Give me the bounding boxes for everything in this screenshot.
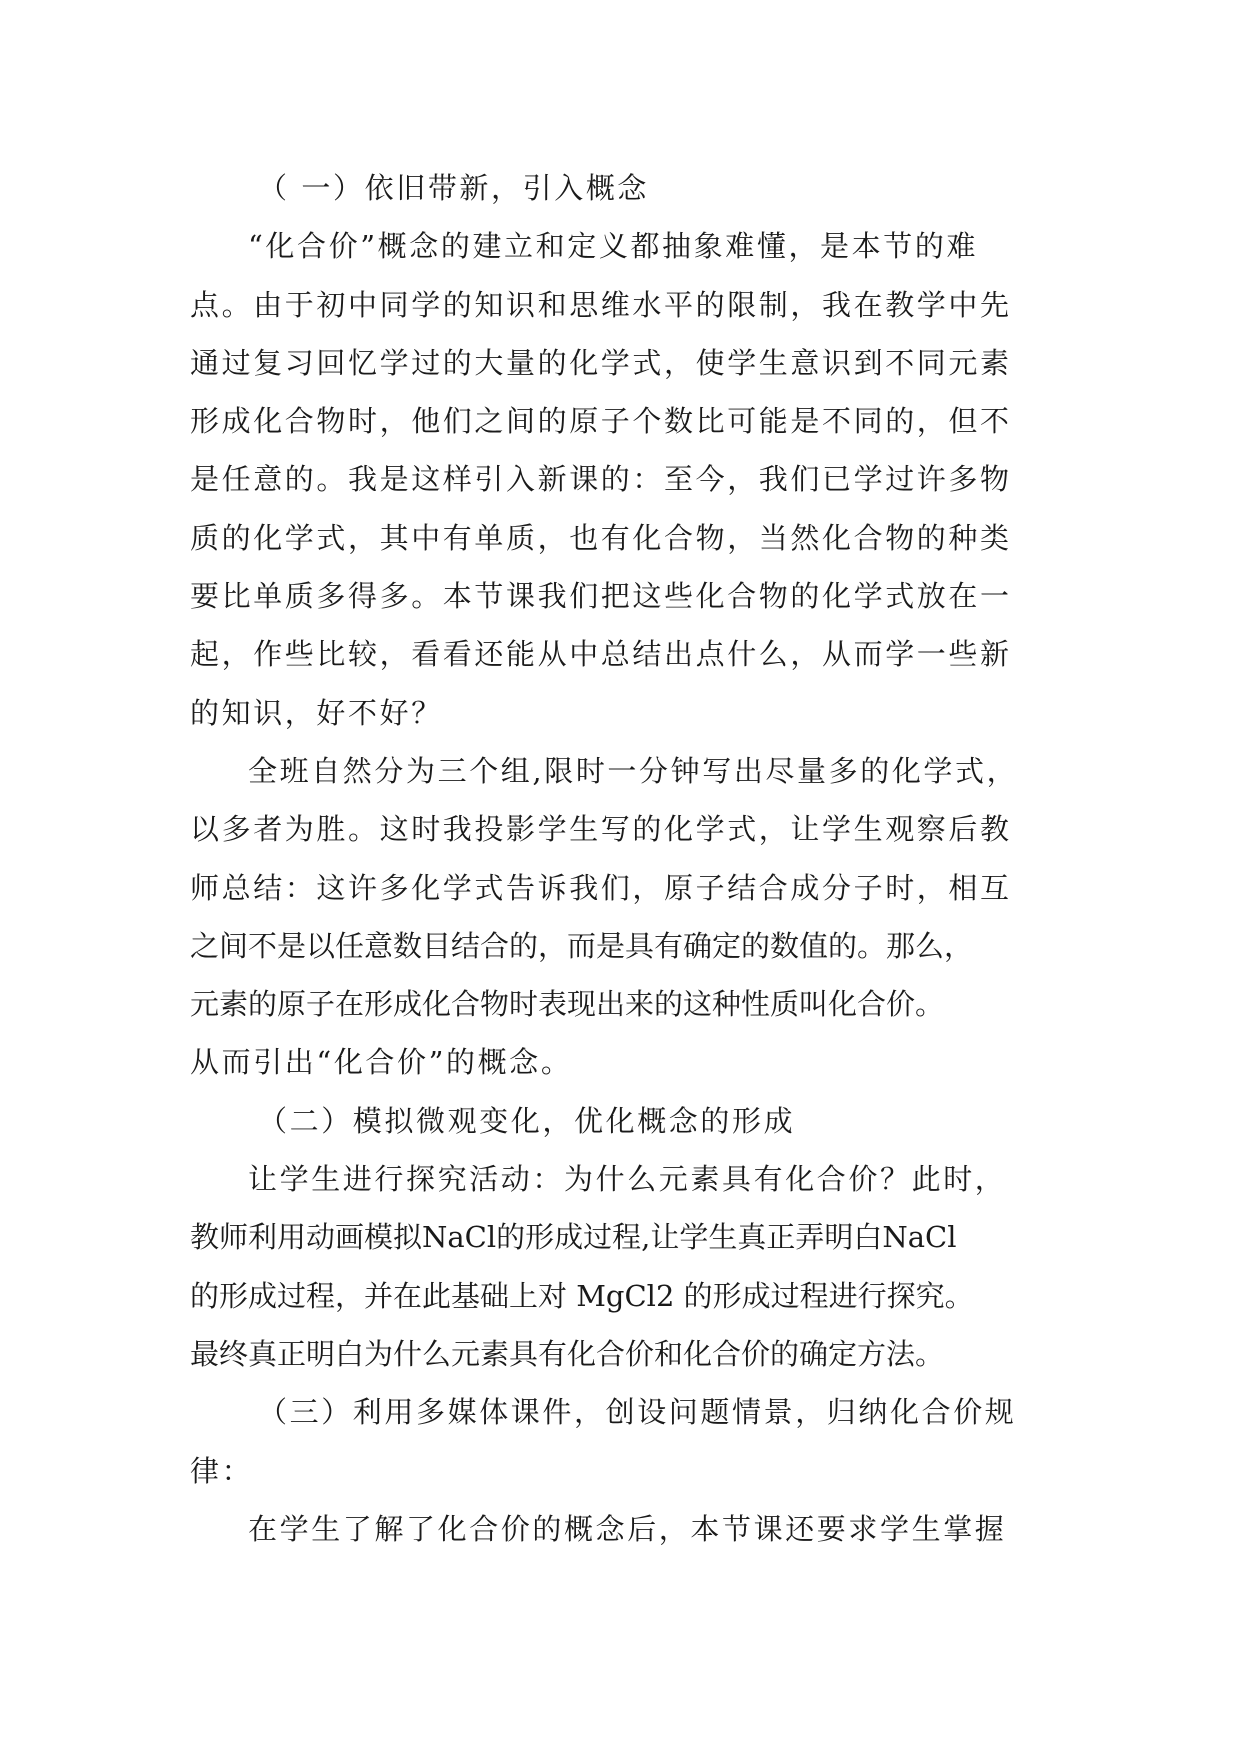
paragraph-line: 之间不是以任意数目结合的，而是具有确定的数值的。那么， [190,928,974,963]
section-heading-1: （ 一）依旧带新，引入概念 [258,171,650,205]
paragraph-line: 通过复习回忆学过的大量的化学式，使学生意识到不同元素 [190,345,1012,380]
paragraph-line: 元素的原子在形成化合物时表现出来的这种性质叫化合价。 [190,987,945,1022]
paragraph-line: 教师利用动画模拟NaCl的形成过程,让学生真正弄明白NaCl [190,1220,957,1255]
paragraph-line: 质的化学式，其中有单质，也有化合物，当然化合物的种类 [190,520,1012,555]
paragraph-line: “化合价”概念的建立和定义都抽象难懂，是本节的难 [248,229,979,264]
paragraph-line: 师总结：这许多化学式告诉我们，原子结合成分子时，相互 [190,870,1012,905]
paragraph-line: 是任意的。我是这样引入新课的：至今，我们已学过许多物 [190,462,1012,497]
paragraph-line: 全班自然分为三个组,限时一分钟写出尽量多的化学式， [248,753,1019,788]
paragraph-line: 让学生进行探究活动：为什么元素具有化合价？此时， [248,1162,1007,1197]
section-heading-2: （二）模拟微观变化，优化概念的形成 [258,1103,796,1138]
paragraph-line: 律： [190,1453,254,1488]
paragraph-line: 在学生了解了化合价的概念后，本节课还要求学生掌握 [248,1511,1007,1546]
section-heading-3: （三）利用多媒体课件，创设问题情景，归纳化合价规 [258,1395,1017,1430]
paragraph-line: 的形成过程，并在此基础上对 MgCl2 的形成过程进行探究。 [190,1278,974,1313]
paragraph-line: 形成化合物时，他们之间的原子个数比可能是不同的，但不 [190,404,1012,439]
paragraph-line: 的知识，好不好？ [190,695,443,730]
paragraph-line: 点。由于初中同学的知识和思维水平的限制，我在教学中先 [190,287,1012,322]
paragraph-line: 最终真正明白为什么元素具有化合价和化合价的确定方法。 [190,1336,945,1371]
paragraph-line: 以多者为胜。这时我投影学生写的化学式，让学生观察后教 [190,812,1012,847]
paragraph-line: 从而引出“化合价”的概念。 [190,1045,573,1080]
document-body [190,159,1050,1558]
paragraph-line: 起，作些比较，看看还能从中总结出点什么，从而学一些新 [190,637,1012,672]
paragraph-line: 要比单质多得多。本节课我们把这些化合物的化学式放在一 [190,579,1012,614]
